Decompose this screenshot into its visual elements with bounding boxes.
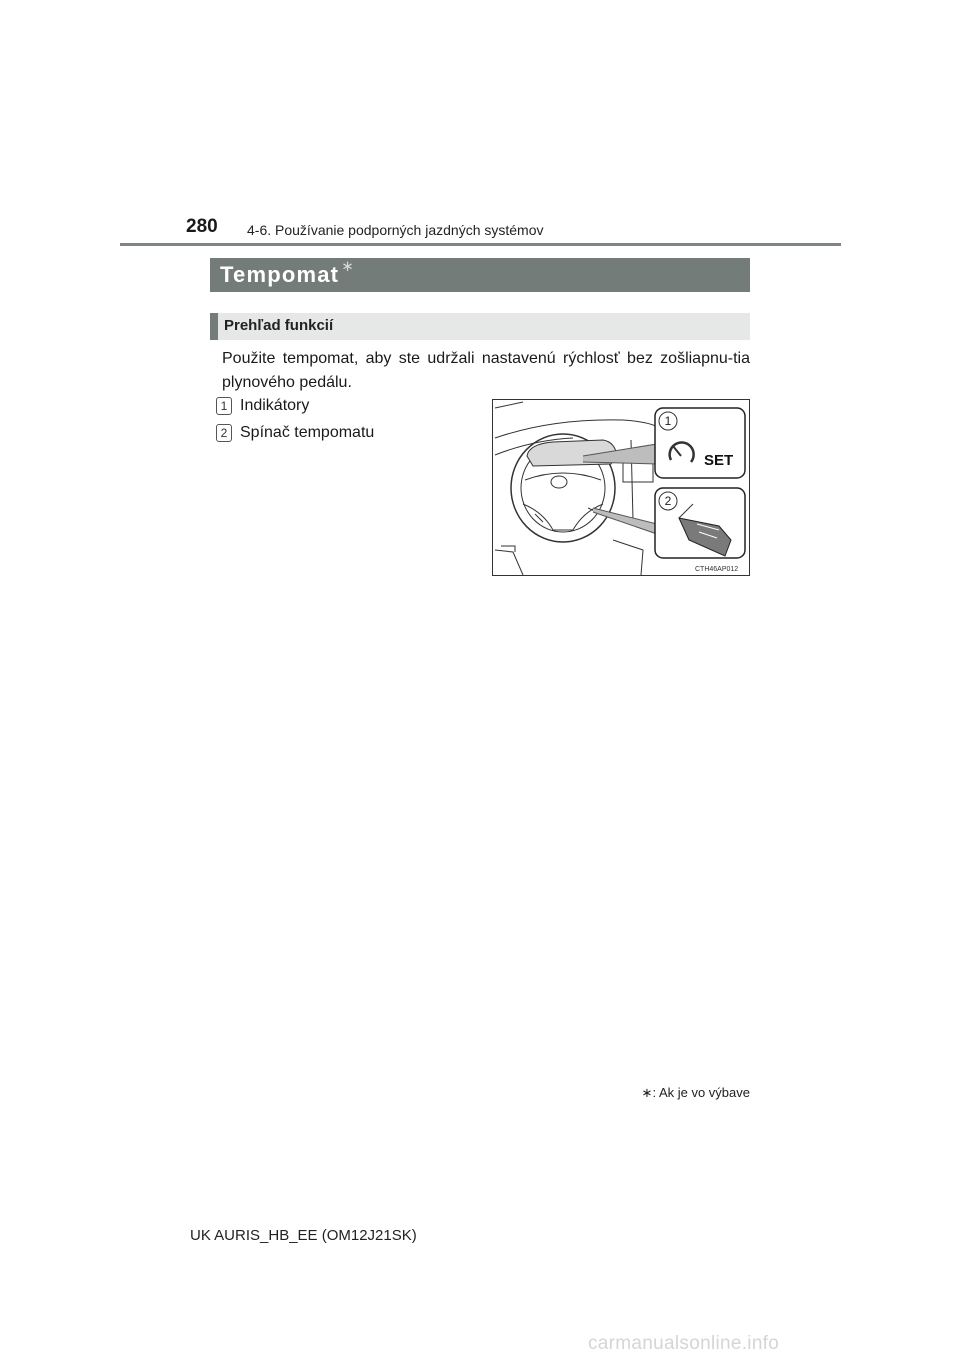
section-title-text: Tempomat: [220, 262, 340, 287]
item-number-badge: 1: [216, 397, 232, 415]
dashboard-illustration: [493, 400, 749, 575]
item-label: Spínač tempomatu: [240, 424, 375, 442]
section-heading-bar: [210, 258, 750, 292]
optional-equipment-star: ∗: [341, 258, 355, 275]
console-lower: [613, 540, 643, 575]
subsection-accent: [210, 313, 218, 340]
item-label: Indikátory: [240, 397, 310, 415]
subsection-heading-bar: [210, 313, 750, 340]
section-title: [220, 258, 355, 288]
item-number-badge: 2: [216, 424, 232, 442]
page-number: 280: [186, 216, 218, 237]
steering-spoke-lower: [523, 504, 603, 530]
set-label: SET: [704, 452, 734, 469]
list-item: [216, 424, 374, 442]
subsection-title: Prehľad funkcií: [224, 317, 334, 334]
callout-leader-2: [593, 508, 657, 534]
chapter-title: 4-6. Používanie podporných jazdných systémov: [247, 222, 544, 238]
callout-1-number: 1: [664, 414, 672, 428]
footnote: ∗: Ak je vo výbave: [641, 1085, 750, 1100]
list-item: [216, 397, 309, 415]
intro-paragraph: Použite tempomat, aby ste udržali nastavenú rýchlosť bez zošliapnu-tia plynového pedálu.: [222, 350, 750, 391]
cruise-control-figure: [492, 399, 750, 576]
windshield-line: [495, 402, 523, 408]
dashboard-top-line: [495, 420, 663, 438]
callout-2-number: 2: [664, 494, 672, 508]
steering-hub-logo: [551, 476, 567, 488]
header-divider: [120, 243, 841, 246]
door-line: [495, 550, 523, 575]
watermark: carmanualsonline.info: [588, 1333, 780, 1354]
document-id: UK AURIS_HB_EE (OM12J21SK): [190, 1227, 417, 1244]
display-panel: [623, 462, 653, 482]
figure-code: CTH46AP012: [695, 566, 739, 573]
